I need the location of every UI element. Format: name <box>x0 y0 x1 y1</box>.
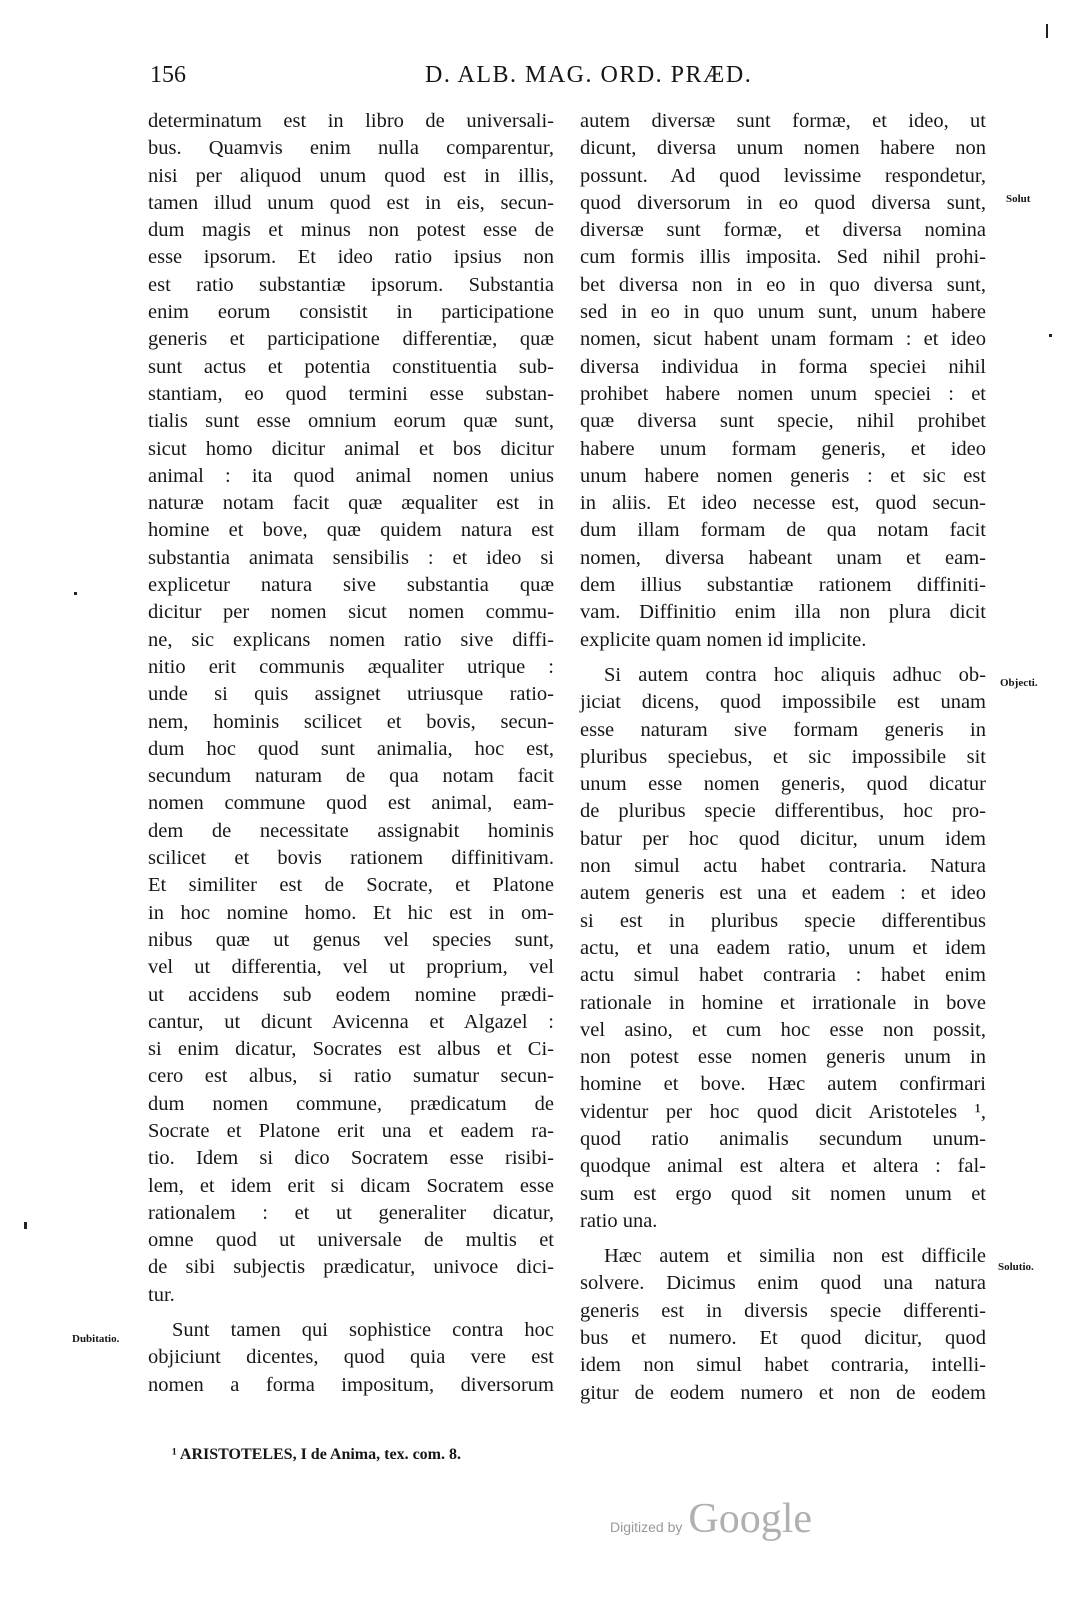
right-column-text-line: actu simul habet contraria : habet enim <box>580 964 986 987</box>
right-column-text-line: bet diversa non in eo in quo diversa sunt, <box>580 273 986 296</box>
right-column-text-line: generis est in diversis specie differenti- <box>580 1299 986 1322</box>
left-column-text-line: dum nomen commune, prædicatum de <box>148 1092 554 1115</box>
left-column-text-line: omne quod ut universale de multis et <box>148 1229 554 1252</box>
left-column-text-line: cantur, ut dicunt Avicenna et Algazel : <box>148 1010 554 1033</box>
left-column-text-line: dum magis et minus non potest esse de <box>148 219 554 242</box>
left-column-text-line: esse ipsorum. Et ideo ratio ipsius non <box>148 246 554 269</box>
margin-note-solutio-top: Solut <box>1006 193 1031 205</box>
right-column-text-line: prohibet habere nomen unum speciei : et <box>580 382 986 405</box>
right-column-text-line: vel asino, et cum hoc esse non possit, <box>580 1018 986 1041</box>
left-column-text-line: ut accidens sub eodem nomine prædi- <box>148 983 554 1006</box>
left-column-text-line: naturæ notam facit quæ æqualiter est in <box>148 492 554 515</box>
right-column-text-line: jiciat dicens, quod impossibile est unam <box>580 691 986 714</box>
left-column-text-line: nisi per aliquod unum quod est in illis, <box>148 164 554 187</box>
right-column-text-line: possunt. Ad quod levissime respondetur, <box>580 164 986 187</box>
left-column-text-line: unde si quis assignet utriusque ratio- <box>148 683 554 706</box>
right-column-text-line: idem non simul habet contraria, intelli- <box>580 1354 986 1377</box>
right-column-text-line: dicunt, diversa unum nomen habere non <box>580 137 986 160</box>
right-column-text-line: quodque animal est altera et altera : fal- <box>580 1155 986 1178</box>
left-column-text-line: rationalem : et ut generaliter dicatur, <box>148 1201 554 1224</box>
left-column-text-line: sunt actus et potentia constituentia sub- <box>148 355 554 378</box>
watermark-prefix: Digitized by <box>610 1519 683 1535</box>
google-logo: Google <box>688 1496 813 1542</box>
left-column-text-line: animal : ita quod animal nomen unius <box>148 464 554 487</box>
right-column-text-line: Si autem contra hoc aliquis adhuc ob- <box>604 663 986 686</box>
right-column-text-line: dem illius substantiæ rationem diffiniti- <box>580 574 986 597</box>
left-column-text-line: nomen commune quod est animal, eam- <box>148 792 554 815</box>
right-column-text-line: actu, et una eadem ratio, unum et idem <box>580 936 986 959</box>
right-column-text-line: vam. Diffinitio enim illa non plura dicit <box>580 601 986 624</box>
right-column-text-line: batur per hoc quod dicitur, unum idem <box>580 827 986 850</box>
left-column-text-line: tialis sunt esse omnium eorum quæ sunt, <box>148 410 554 433</box>
margin-note-solutio: Solutio. <box>998 1261 1034 1273</box>
right-column-text-line: nomen, sicut habent unam formam : et ideo <box>580 328 986 351</box>
right-column-text-line: autem diversæ sunt formæ, et ideo, ut <box>580 110 986 132</box>
right-column-text-line: diversæ sunt formæ, et diversa nomina <box>580 219 986 242</box>
left-column-text-line: stantiam, eo quod termini esse substan- <box>148 382 554 405</box>
watermark <box>610 1495 812 1543</box>
right-column-text-line: sum est ergo quod sit nomen unum et <box>580 1182 986 1205</box>
right-column <box>580 108 986 1407</box>
left-column-text-line: Socrate et Platone erit una et eadem ra- <box>148 1119 554 1142</box>
scan-speck <box>1049 334 1052 337</box>
right-column-text-line: homine et bove. Hæc autem confirmari <box>580 1073 986 1096</box>
left-column-text-line: est ratio substantiæ ipsorum. Substantia <box>148 273 554 296</box>
left-column-text-line: nem, hominis scilicet et bovis, secun- <box>148 710 554 733</box>
left-column-text-line: objiciunt dicentes, quod quia vere est <box>148 1346 554 1369</box>
right-column-text-line: cum formis illis imposita. Sed nihil prohi- <box>580 246 986 269</box>
left-column <box>148 108 554 1399</box>
page-number: 156 <box>150 62 186 88</box>
left-column-text-line: nibus quæ ut genus vel species sunt, <box>148 928 554 951</box>
right-column-text-line: rationale in homine et irrationale in bove <box>580 991 986 1014</box>
right-column-text-line: unum habere nomen generis : et sic est <box>580 464 986 487</box>
left-column-text-line: dum hoc quod sunt animalia, hoc est, <box>148 737 554 760</box>
right-column-text-line: gitur de eodem numero et non de eodem <box>580 1381 986 1404</box>
scan-speck <box>74 592 77 595</box>
left-column-text-line: substantia animata sensibilis : et ideo si <box>148 546 554 569</box>
left-column-text-line: si enim dicatur, Socrates est albus et Ci- <box>148 1038 554 1061</box>
left-column-text-line: Et similiter est de Socrate, et Platone <box>148 874 554 897</box>
right-column-text-line: nomen, diversa habeant unam et eam- <box>580 546 986 569</box>
left-column-text-line: secundum naturam de qua notam facit <box>148 765 554 788</box>
left-column-text-line: generis et participatione differentiæ, quæ <box>148 328 554 351</box>
right-column-text-line: pluribus speciebus, et sic impossibile sit <box>580 745 986 768</box>
left-column-text-line: dem de necessitate assignabit hominis <box>148 819 554 842</box>
left-column-text-line: sicut homo dicitur animal et bos dicitur <box>148 437 554 460</box>
right-column-text-line: quod diversorum in eo quod diversa sunt, <box>580 191 986 214</box>
right-column-text-line: non potest esse nomen generis unum in <box>580 1046 986 1069</box>
margin-note-dubitatio: Dubitatio. <box>72 1333 120 1345</box>
margin-note-objectio: Objecti. <box>1000 677 1038 689</box>
scan-speck <box>24 1222 27 1229</box>
paragraph-gap <box>148 1309 554 1317</box>
right-column-text-line: esse naturam sive formam generis in <box>580 718 986 741</box>
right-column-text-line: solvere. Dicimus enim quod una natura <box>580 1272 986 1295</box>
left-column-text-line: enim eorum consistit in participatione <box>148 301 554 324</box>
right-column-text-line: explicite quam nomen id implicite. <box>580 628 867 651</box>
running-head: D. ALB. MAG. ORD. PRÆD. <box>425 62 753 88</box>
right-column-text-line: sed in eo in quo unum sunt, unum habere <box>580 301 986 324</box>
left-column-text-line: ne, sic explicans nomen ratio sive diffi- <box>148 628 554 651</box>
right-column-text-line: Hæc autem et similia non est difficile <box>604 1245 986 1268</box>
left-column-text-line: determinatum est in libro de universali- <box>148 110 554 132</box>
right-column-text-line: diversa individua in forma speciei nihil <box>580 355 986 378</box>
left-column-text-line: tur. <box>148 1283 175 1306</box>
footnote: ¹ ARISTOTELES, I de Anima, tex. com. 8. <box>172 1446 461 1463</box>
left-column-text-line: in hoc nomine homo. Et hic est in om- <box>148 901 554 924</box>
left-column-text-line: explicetur natura sive substantia quæ <box>148 574 554 597</box>
right-column-text-line: habere unum formam generis, et ideo <box>580 437 986 460</box>
left-column-text-line: Sunt tamen qui sophistice contra hoc <box>172 1319 554 1342</box>
paragraph-gap <box>580 1235 986 1243</box>
right-column-text-line: autem generis est una et eadem : et ideo <box>580 882 986 905</box>
right-column-text-line: unum esse nomen generis, quod dicatur <box>580 773 986 796</box>
left-column-text-line: de sibi subjectis prædicatur, univoce dici- <box>148 1256 554 1279</box>
right-column-text-line: non simul actu habet contraria. Natura <box>580 855 986 878</box>
right-column-text-line: bus et numero. Et quod dicitur, quod <box>580 1327 986 1350</box>
right-column-text-line: in aliis. Et ideo necesse est, quod secun- <box>580 492 986 515</box>
left-column-text-line: scilicet et bovis rationem diffinitivam. <box>148 847 554 870</box>
left-column-text-line: vel ut differentia, vel ut proprium, vel <box>148 956 554 979</box>
left-column-text-line: cero est albus, si ratio sumatur secun- <box>148 1065 554 1088</box>
left-column-text-line: lem, et idem erit si dicam Socratem esse <box>148 1174 554 1197</box>
left-column-text-line: dicitur per nomen sicut nomen commu- <box>148 601 554 624</box>
right-column-text-line: quæ diversa sunt specie, nihil prohibet <box>580 410 986 433</box>
paragraph-gap <box>580 654 986 662</box>
scan-speck <box>1046 24 1048 38</box>
right-column-text-line: quod ratio animalis secundum unum- <box>580 1127 986 1150</box>
right-column-text-line: de pluribus specie differentibus, hoc pro- <box>580 800 986 823</box>
left-column-text-line: homine et bove, quæ quidem natura est <box>148 519 554 542</box>
right-column-text-line: dum illam formam de qua notam facit <box>580 519 986 542</box>
left-column-text-line: bus. Quamvis enim nulla comparentur, <box>148 137 554 160</box>
left-column-text-line: tio. Idem si dico Socratem esse risibi- <box>148 1147 554 1170</box>
left-column-text-line: tamen illud unum quod est in eis, secun- <box>148 191 554 214</box>
right-column-text-line: videntur per hoc quod dicit Aristoteles ¹, <box>580 1100 986 1123</box>
right-column-text-line: ratio una. <box>580 1209 658 1232</box>
left-column-text-line: nitio erit communis æqualiter utrique : <box>148 655 554 678</box>
right-column-text-line: si est in pluribus specie differentibus <box>580 909 986 932</box>
left-column-text-line: nomen a forma impositum, diversorum <box>148 1373 554 1396</box>
